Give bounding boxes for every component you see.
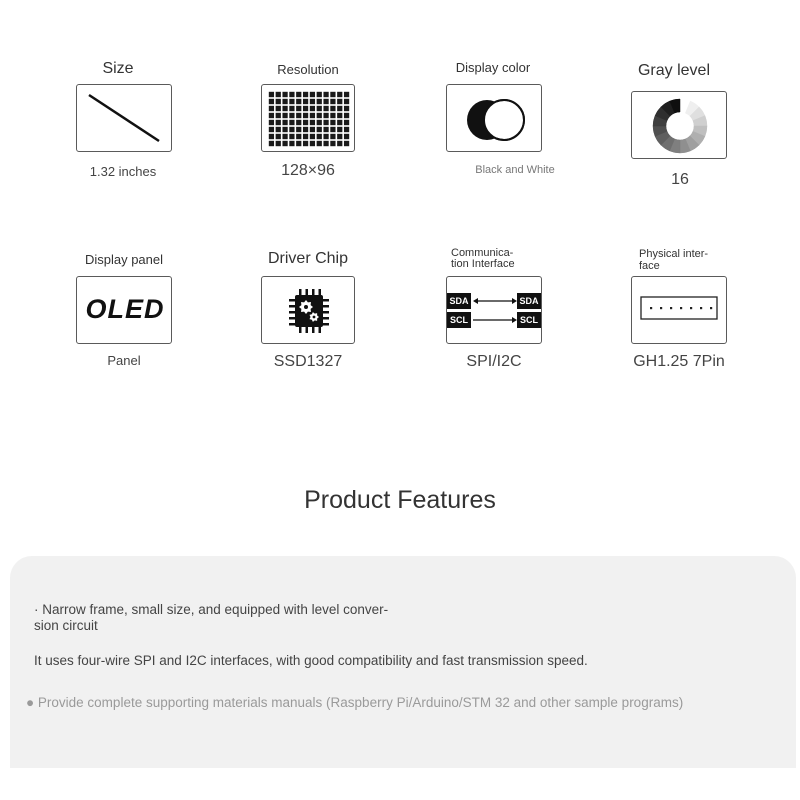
size-icon-box	[76, 84, 172, 152]
spec-title-physical-line1: Physical inter-	[639, 248, 709, 260]
driver-chip-icon-box	[261, 276, 355, 344]
color-overlap-icon	[447, 85, 542, 152]
feature-item-2: It uses four-wire SPI and I2C interfaces, with good compatibility and fast transmission speed.	[34, 653, 588, 668]
spec-value-resolution: 128×96	[281, 162, 335, 179]
diagonal-line-icon	[77, 85, 172, 152]
gray-level-icon-box	[631, 91, 727, 159]
features-card	[10, 556, 796, 768]
spec-title-display-panel: Display panel	[84, 252, 164, 267]
spec-title-physical-interface	[639, 248, 729, 272]
feature-item-1-line1: · Narrow frame, small size, and equipped with level conver-	[34, 602, 389, 617]
display-panel-icon-box	[76, 276, 172, 344]
oled-text-icon: OLED	[85, 294, 165, 324]
spec-title-physical-line2: face	[639, 260, 660, 272]
resolution-icon-box	[261, 84, 355, 152]
physical-interface-icon-box	[631, 276, 727, 344]
sda-pin-label-right: SDA	[517, 293, 541, 309]
spec-value-size: 1.32 inches	[89, 164, 157, 179]
spec-title-communication-interface	[451, 248, 541, 270]
spec-value-gray-level: 16	[671, 171, 689, 188]
spec-value-display-color: Black and White	[475, 164, 555, 176]
interface-arrows-icon	[447, 277, 542, 344]
spec-title-size: Size	[102, 60, 134, 77]
scl-pin-label-left: SCL	[447, 312, 471, 328]
gray-ring-icon	[632, 92, 727, 159]
communication-icon-box	[446, 276, 542, 344]
spec-value-driver-chip: SSD1327	[273, 353, 343, 370]
spec-title-communication-line1: Communica-	[451, 247, 514, 259]
sda-pin-label-left: SDA	[447, 293, 471, 309]
feature-item-3: ● Provide complete supporting materials manuals (Raspberry Pi/Arduino/STM 32 and other sample programs)	[26, 695, 684, 710]
feature-item-1-line2: sion circuit	[34, 618, 98, 633]
scl-pin-label-right: SCL	[517, 312, 541, 328]
spec-value-physical-interface: GH1.25 7Pin	[633, 353, 725, 370]
spec-title-driver-chip: Driver Chip	[267, 250, 348, 267]
spec-value-communication: SPI/I2C	[466, 353, 522, 370]
chip-icon	[262, 277, 355, 344]
spec-value-display-panel: Panel	[107, 353, 141, 368]
features-title: Product Features	[304, 486, 496, 514]
spec-title-display-color: Display color	[455, 60, 531, 75]
display-color-icon-box	[446, 84, 542, 152]
spec-title-communication-line2: tion Interface	[451, 258, 515, 270]
connector-icon	[632, 277, 727, 344]
pixel-grid-icon	[262, 85, 355, 152]
feature-item-1	[34, 602, 388, 634]
spec-title-gray-level: Gray level	[637, 62, 711, 79]
spec-title-resolution: Resolution	[277, 62, 339, 77]
